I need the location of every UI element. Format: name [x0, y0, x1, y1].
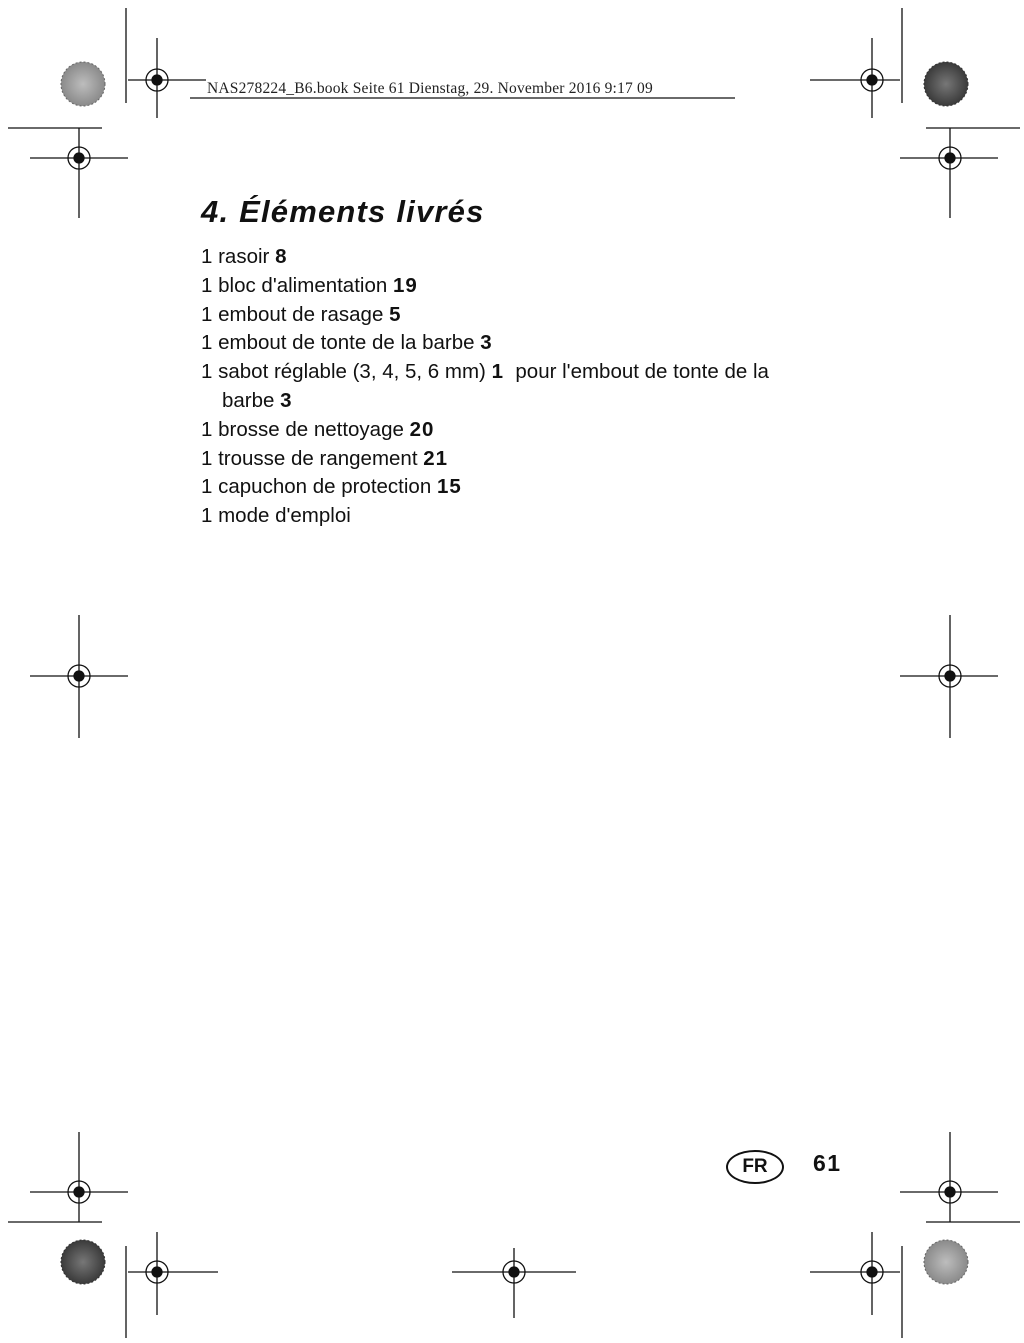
list-item: 1 bloc d'alimentation 19: [201, 273, 418, 297]
reference-number: 19: [392, 273, 418, 297]
registration-target-bottom-left: [128, 1232, 218, 1315]
reference-number: 3: [280, 388, 293, 412]
reference-number: 5: [389, 302, 402, 326]
reference-number: 20: [409, 417, 435, 441]
registration-target-right-upper: [900, 128, 998, 218]
language-badge: FR: [726, 1150, 784, 1184]
registration-target-right-lower: [900, 1132, 998, 1222]
registration-target-left-upper: [30, 128, 128, 218]
registration-target-left-middle: [30, 615, 128, 738]
registration-target-bottom-center: [452, 1248, 576, 1318]
list-item: 1 capuchon de protection 15: [201, 475, 462, 499]
page-number: 61: [813, 1150, 842, 1176]
list-item: 1 embout de rasage 5: [201, 302, 402, 326]
list-item: 1 embout de tonte de la barbe 3: [201, 331, 493, 355]
color-target-bottom-left: [61, 1240, 105, 1284]
section-title: 4. Éléments livrés: [201, 194, 485, 229]
registration-target-right-middle: [900, 615, 998, 738]
reference-number: 15: [436, 475, 462, 499]
reference-number: 1: [491, 360, 504, 384]
reference-number: 21: [423, 446, 449, 470]
registration-target-bottom-right: [810, 1232, 900, 1315]
list-item: 1 brosse de nettoyage 20: [201, 417, 435, 441]
registration-target-left-lower: [30, 1132, 128, 1222]
color-target-bottom-right: [924, 1240, 968, 1284]
list-item: 1 mode d'emploi: [201, 504, 351, 528]
reference-number: 8: [275, 245, 288, 268]
list-item: 1 rasoir 8: [201, 245, 288, 268]
print-slug-line: NAS278224_B6.book Seite 61 Dienstag, 29. November 2016 9:17 09: [207, 80, 653, 97]
list-item: 1 sabot réglable (3, 4, 5, 6 mm) 1 pour l'embout de tonte de la barbe 3: [201, 360, 769, 412]
registration-target-top-right: [810, 38, 900, 118]
list-item: 1 trousse de rangement 21: [201, 446, 449, 470]
color-target-top-left: [61, 62, 105, 106]
registration-target-top-left: [128, 38, 206, 118]
color-target-top-right: [924, 62, 968, 106]
reference-number: 3: [480, 331, 493, 355]
delivered-items-list: [201, 243, 769, 531]
